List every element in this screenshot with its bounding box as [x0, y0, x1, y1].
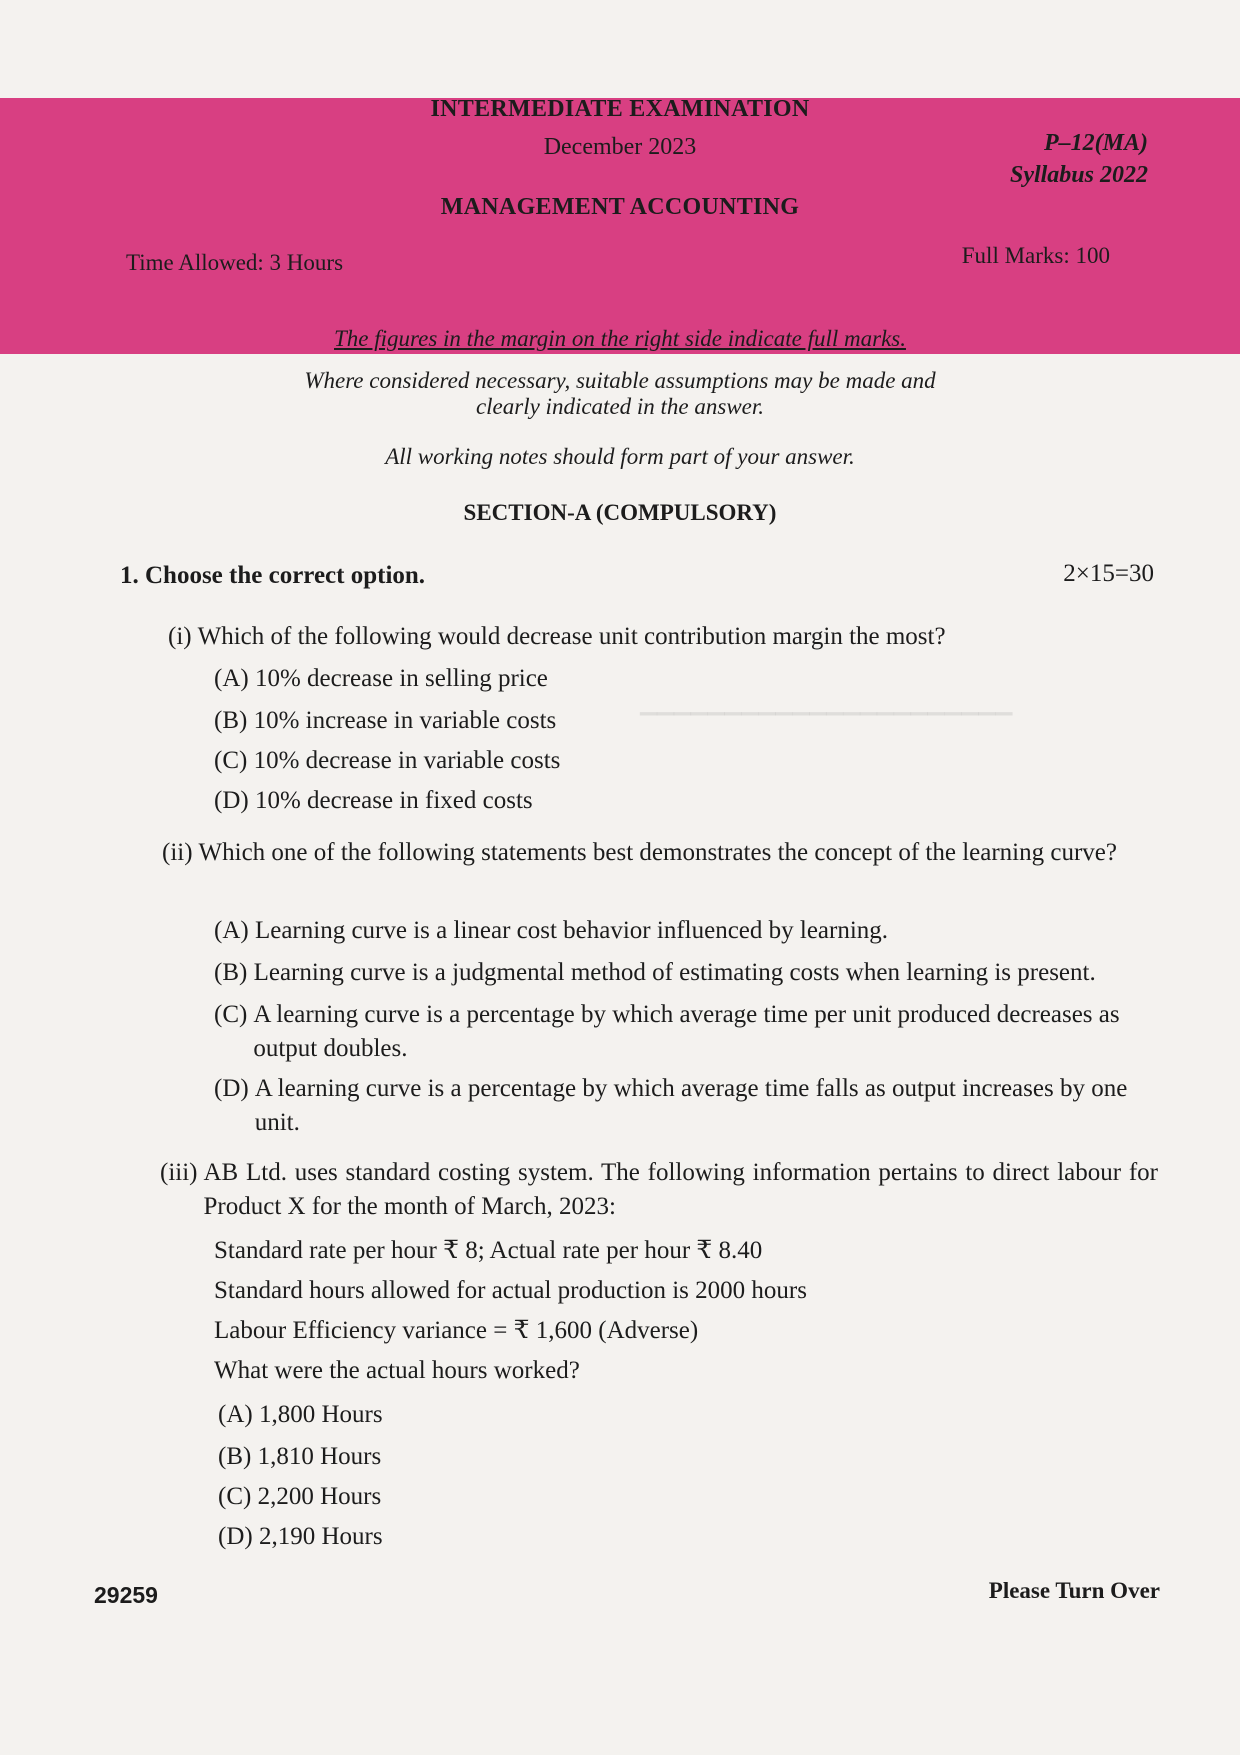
option-label: (D) [214, 1075, 249, 1102]
item-label: (i) [168, 623, 192, 650]
margin-marks-note: The figures in the margin on the right side indicate full marks. [334, 326, 906, 351]
option-text: 2,200 Hours [257, 1483, 382, 1510]
option-iii-c [218, 1480, 381, 1514]
option-label: (A) [214, 917, 249, 944]
syllabus-year: Syllabus 2022 [1009, 162, 1148, 188]
subject-title: MANAGEMENT ACCOUNTING [440, 194, 800, 220]
time-allowed: Time Allowed: 3 Hours [126, 250, 344, 275]
assumptions-note-line2: clearly indicated in the answer. [475, 394, 765, 419]
option-iii-a [218, 1398, 383, 1432]
option-label: (A) [214, 665, 249, 692]
detail-rates: Standard rate per hour ₹ 8; Actual rate per hour ₹ 8.40 [214, 1237, 763, 1264]
exam-date: December 2023 [543, 134, 697, 160]
paper-serial-code: 29259 [94, 1582, 158, 1608]
option-label: (A) [218, 1401, 253, 1428]
option-text: A learning curve is a percentage by which average time falls as output increases by one unit. [254, 1075, 1128, 1136]
assumptions-note-line1: Where considered necessary, suitable assumptions may be made and [304, 368, 936, 393]
item-label: (ii) [162, 839, 193, 866]
option-ii-d [214, 1072, 1158, 1140]
option-label: (B) [214, 707, 248, 734]
detail-standard-hours: Standard hours allowed for actual production is 2000 hours [214, 1277, 807, 1304]
question-item-i [168, 620, 1148, 654]
question-1-number: 1. [120, 562, 139, 589]
option-text: Learning curve is a linear cost behavior influenced by learning. [254, 917, 889, 944]
section-heading: SECTION-A (COMPULSORY) [463, 500, 777, 525]
please-turn-over: Please Turn Over [988, 1578, 1160, 1603]
question-1-title: Choose the correct option. [145, 562, 426, 589]
item-text: Which one of the following statements best demonstrates the concept of the learning curve? [198, 839, 1117, 866]
detail-efficiency-variance: Labour Efficiency variance = ₹ 1,600 (Adverse) [214, 1317, 699, 1344]
question-item-iii [160, 1156, 1158, 1224]
item-text: AB Ltd. uses standard costing system. The following information pertains to direct labour for Product X for the month of March, 2023: [203, 1159, 1158, 1220]
question-item-ii [162, 836, 1158, 870]
working-notes-note: All working notes should form part of your answer. [385, 444, 855, 469]
option-text: 10% increase in variable costs [253, 707, 557, 734]
option-label: (C) [214, 1001, 248, 1028]
exam-title: INTERMEDIATE EXAMINATION [430, 96, 810, 122]
question-1-marks: 2×15=30 [1063, 560, 1154, 587]
option-label: (B) [218, 1443, 252, 1470]
option-text: 1,800 Hours [258, 1401, 383, 1428]
option-iii-d [218, 1520, 383, 1554]
detail-question: What were the actual hours worked? [214, 1357, 580, 1384]
item-label: (iii) [160, 1159, 198, 1186]
option-i-d [214, 784, 533, 818]
option-label: (D) [218, 1523, 253, 1550]
option-i-c [214, 744, 560, 778]
option-ii-a [214, 914, 888, 948]
question-1-heading [120, 562, 425, 590]
bleed-through-decoration: ▁▁▁▁▁▁▁▁▁▁▁▁▁▁▁▁▁▁▁▁▁▁ [640, 690, 1013, 715]
option-label: (C) [214, 747, 248, 774]
option-text: A learning curve is a percentage by which average time per unit produced decreases as output doubles. [253, 1001, 1120, 1062]
option-text: 2,190 Hours [258, 1523, 383, 1550]
option-ii-c [214, 998, 1158, 1066]
option-label: (B) [214, 959, 248, 986]
option-label: (D) [214, 787, 249, 814]
option-text: Learning curve is a judgmental method of estimating costs when learning is present. [253, 959, 1096, 986]
option-i-a [214, 662, 548, 696]
item-text: Which of the following would decrease unit contribution margin the most? [197, 623, 946, 650]
option-text: 10% decrease in fixed costs [254, 787, 533, 814]
option-iii-b [218, 1440, 381, 1474]
paper-code: P–12(MA) [1044, 130, 1148, 156]
option-text: 10% decrease in selling price [254, 665, 548, 692]
full-marks: Full Marks: 100 [961, 243, 1110, 268]
option-label: (C) [218, 1483, 252, 1510]
option-text: 10% decrease in variable costs [253, 747, 561, 774]
option-text: 1,810 Hours [257, 1443, 382, 1470]
option-ii-b [214, 956, 1164, 990]
option-i-b [214, 704, 556, 738]
